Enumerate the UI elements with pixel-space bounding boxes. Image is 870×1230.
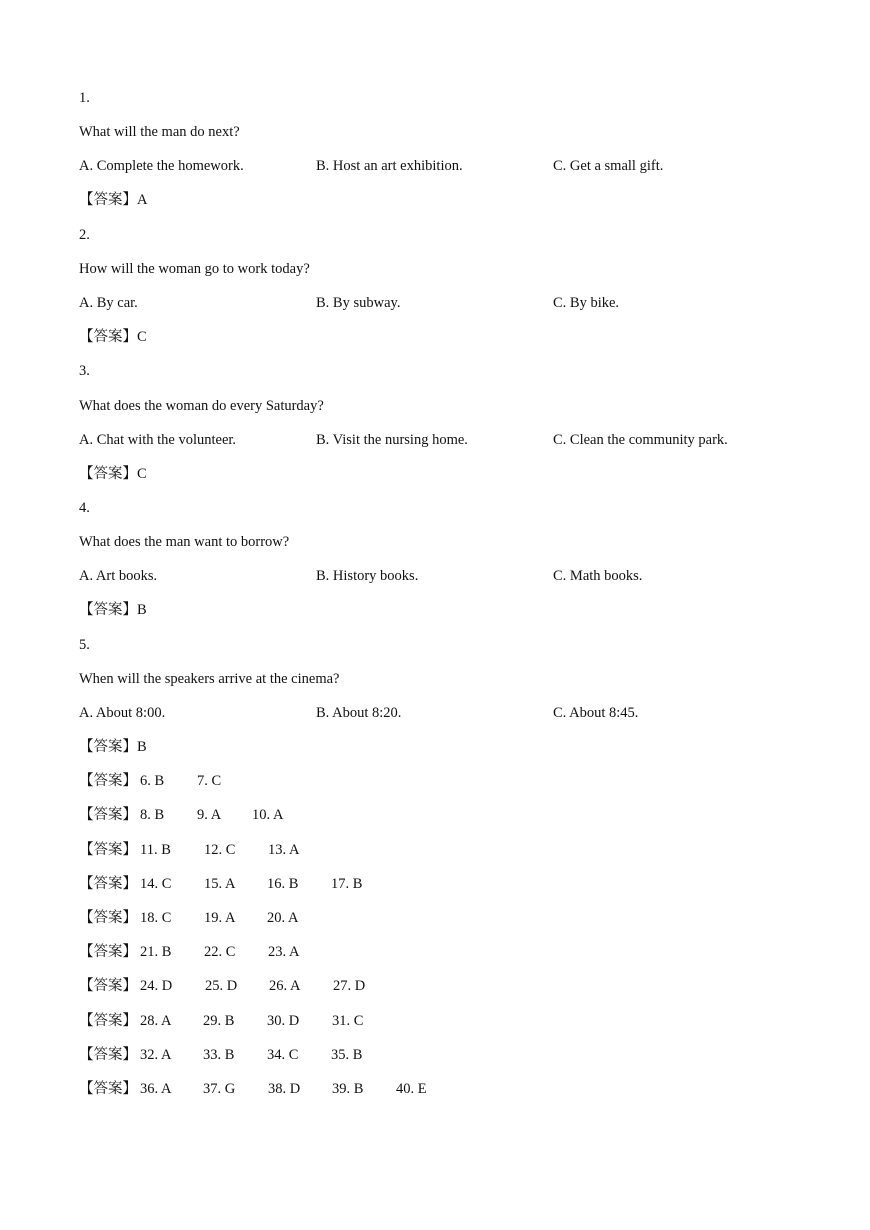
answer-item: 18. C xyxy=(140,910,172,926)
answer-item: 6. B xyxy=(140,773,165,789)
answer-item: 12. C xyxy=(204,842,236,858)
option-b: B. About 8:20. xyxy=(316,705,402,721)
option-b: B. By subway. xyxy=(316,295,401,311)
answer-group xyxy=(79,840,300,860)
option-c: C. Get a small gift. xyxy=(553,158,664,174)
answer-item: 23. A xyxy=(268,944,300,960)
answer-item: 16. B xyxy=(267,876,299,892)
answer-tag: 【答案】 xyxy=(79,1013,137,1029)
answer-item: 22. C xyxy=(204,944,236,960)
answer-tag: 【答案】 xyxy=(79,842,137,858)
option-c: C. Clean the community park. xyxy=(553,432,728,448)
answer-item: 9. A xyxy=(197,807,222,823)
question-number: 3. xyxy=(79,363,90,379)
answer-item: 34. C xyxy=(267,1047,299,1063)
question-text: What does the woman do every Saturday? xyxy=(79,398,324,414)
answer-group xyxy=(79,805,284,825)
option-c: C. Math books. xyxy=(553,568,643,584)
answer-group xyxy=(79,1079,427,1099)
answer-item: 26. A xyxy=(269,978,301,994)
question-number: 5. xyxy=(79,637,90,653)
answer-item: 15. A xyxy=(204,876,236,892)
question-number: 2. xyxy=(79,227,90,243)
answer-item: 31. C xyxy=(332,1013,364,1029)
option-a: A. Art books. xyxy=(79,568,158,584)
option-c: C. About 8:45. xyxy=(553,705,639,721)
answer-group xyxy=(79,771,222,791)
question-text: When will the speakers arrive at the cinema? xyxy=(79,671,340,687)
answer-item: 29. B xyxy=(203,1013,235,1029)
answer-item: 37. G xyxy=(203,1081,236,1097)
answer-group xyxy=(79,874,363,894)
answer-item: 40. E xyxy=(396,1081,427,1097)
answer-item: 38. D xyxy=(268,1081,301,1097)
answer-tag: 【答案】 xyxy=(79,876,137,892)
option-c: C. By bike. xyxy=(553,295,620,311)
option-a: A. By car. xyxy=(79,295,138,311)
answer-item: 13. A xyxy=(268,842,300,858)
answer-item: 35. B xyxy=(331,1047,363,1063)
option-a: A. Chat with the volunteer. xyxy=(79,432,237,448)
answer-line: 【答案】B xyxy=(79,739,147,755)
answer-item: 8. B xyxy=(140,807,165,823)
question-text: What does the man want to borrow? xyxy=(79,534,290,550)
answer-item: 14. C xyxy=(140,876,172,892)
answer-line: 【答案】B xyxy=(79,602,147,618)
answer-line: 【答案】C xyxy=(79,466,147,482)
answer-item: 7. C xyxy=(197,773,222,789)
option-a: A. Complete the homework. xyxy=(79,158,244,174)
option-a: A. About 8:00. xyxy=(79,705,166,721)
answer-item: 10. A xyxy=(252,807,284,823)
answer-tag: 【答案】 xyxy=(79,773,137,789)
answer-item: 30. D xyxy=(267,1013,300,1029)
answer-item: 36. A xyxy=(140,1081,172,1097)
answer-tag: 【答案】 xyxy=(79,1047,137,1063)
answer-item: 24. D xyxy=(140,978,173,994)
answer-item: 20. A xyxy=(267,910,299,926)
answer-group xyxy=(79,1045,363,1065)
answer-item: 17. B xyxy=(331,876,363,892)
option-b: B. Host an art exhibition. xyxy=(316,158,463,174)
answer-tag: 【答案】 xyxy=(79,807,137,823)
answer-tag: 【答案】 xyxy=(79,944,137,960)
question-text: How will the woman go to work today? xyxy=(79,261,310,277)
answer-tag: 【答案】 xyxy=(79,978,137,994)
answer-item: 32. A xyxy=(140,1047,172,1063)
answer-group xyxy=(79,1011,364,1031)
question-number: 1. xyxy=(79,90,90,106)
answer-item: 19. A xyxy=(204,910,236,926)
answer-item: 39. B xyxy=(332,1081,364,1097)
answer-group xyxy=(79,908,299,928)
answer-line: 【答案】C xyxy=(79,329,147,345)
answer-item: 33. B xyxy=(203,1047,235,1063)
answer-group xyxy=(79,942,300,962)
answer-item: 21. B xyxy=(140,944,172,960)
answer-item: 28. A xyxy=(140,1013,172,1029)
question-number: 4. xyxy=(79,500,90,516)
answer-item: 25. D xyxy=(205,978,238,994)
answer-item: 11. B xyxy=(140,842,171,858)
option-b: B. Visit the nursing home. xyxy=(316,432,468,448)
answer-tag: 【答案】 xyxy=(79,910,137,926)
answer-group xyxy=(79,976,366,996)
question-text: What will the man do next? xyxy=(79,124,240,140)
option-b: B. History books. xyxy=(316,568,419,584)
answer-tag: 【答案】 xyxy=(79,1081,137,1097)
answer-line: 【答案】A xyxy=(79,192,148,208)
answer-item: 27. D xyxy=(333,978,366,994)
